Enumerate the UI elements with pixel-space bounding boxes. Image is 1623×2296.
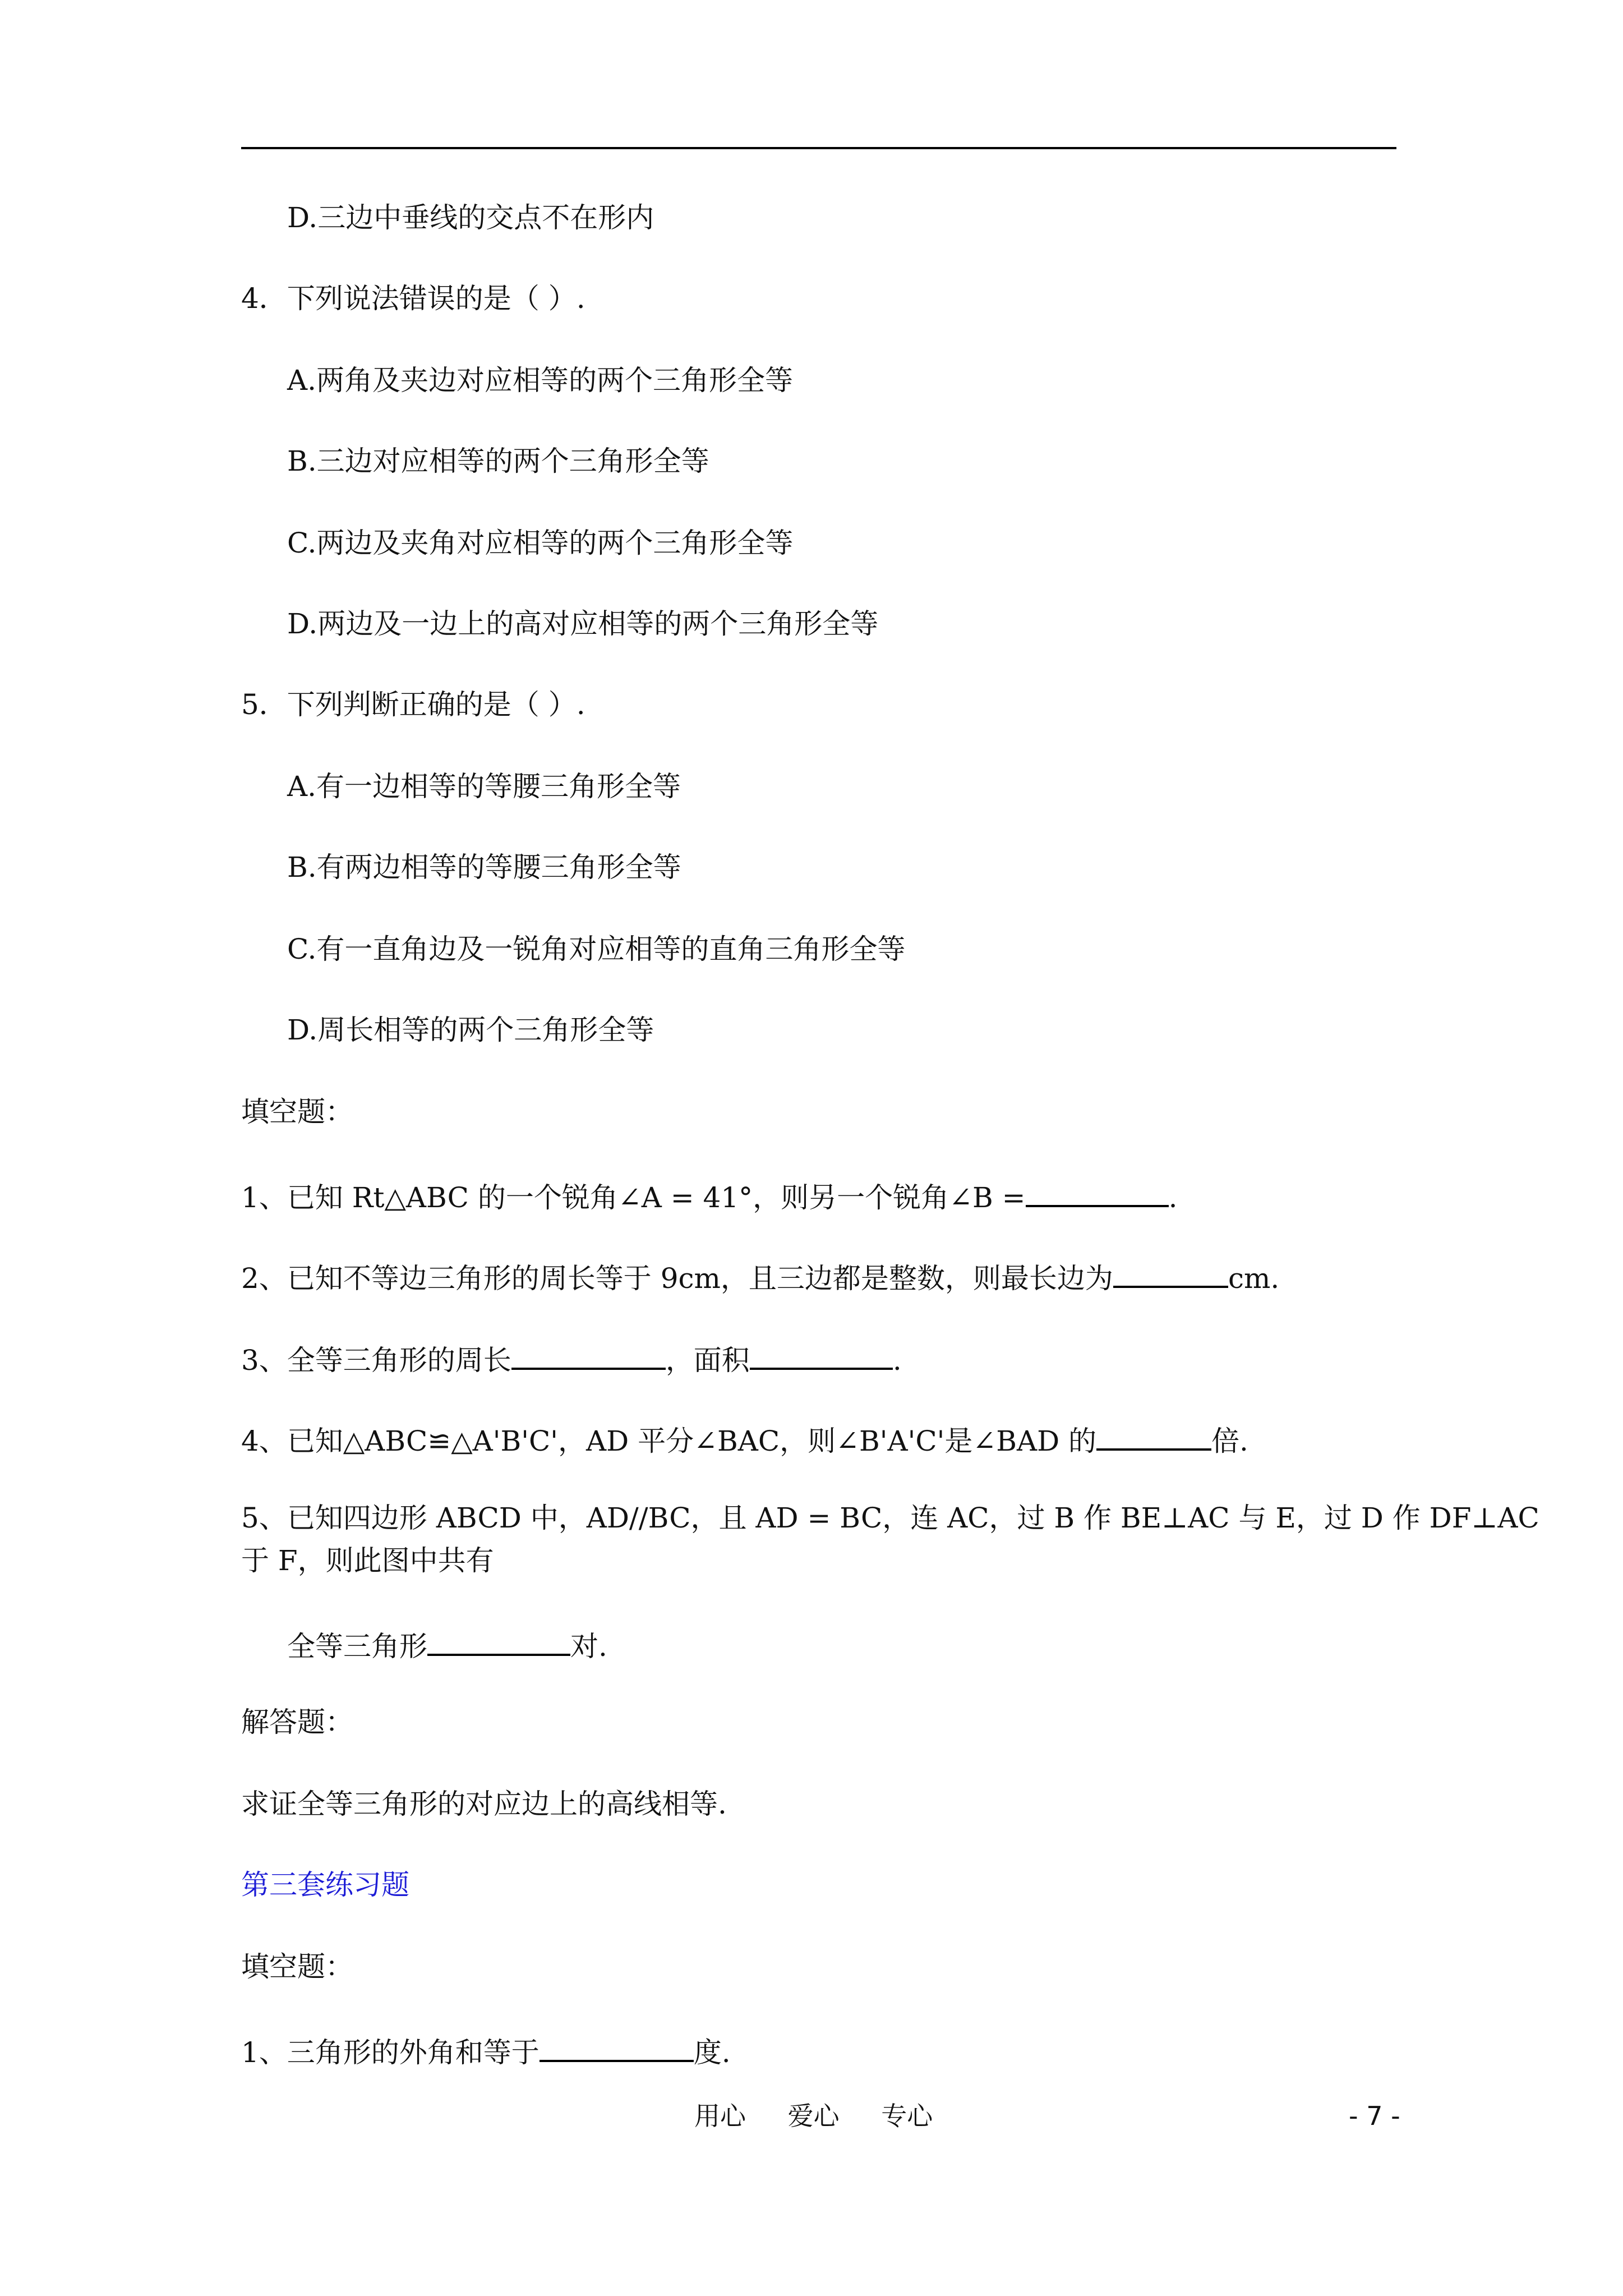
- answer-blank[interactable]: [1026, 1176, 1169, 1207]
- q5-option-c: C.有一直角边及一锐角对应相等的直角三角形全等: [287, 933, 906, 965]
- fill-in-heading: 填空题：: [241, 1096, 353, 1128]
- q4-stem: 4．下列说法错误的是（ ）.: [241, 282, 585, 315]
- fill-question-1-end: .: [1168, 1181, 1178, 1214]
- q4-option-c: C.两边及夹角对应相等的两个三角形全等: [287, 527, 794, 559]
- set-3-fill-question-1: [241, 2031, 731, 2069]
- fill-question-5-line-2: 于 F，则此图中共有: [241, 1544, 494, 1577]
- q4-option-d: D.两边及一边上的高对应相等的两个三角形全等: [287, 608, 879, 640]
- q5-option-b: B.有两边相等的等腰三角形全等: [287, 851, 681, 884]
- answer-blank[interactable]: [1096, 1419, 1211, 1451]
- set-3-fill-question-1-text: 1、三角形的外角和等于: [241, 2036, 540, 2069]
- answer-blank[interactable]: [1113, 1257, 1228, 1288]
- page-number: - 7 -: [1349, 2101, 1400, 2131]
- fill-question-3: [241, 1338, 902, 1377]
- set-3-heading-link[interactable]: 第三套练习题: [241, 1869, 409, 1901]
- fill-question-2-end: cm.: [1228, 1262, 1280, 1295]
- fill-question-3-text: 3、全等三角形的周长: [241, 1344, 511, 1377]
- answer-blank[interactable]: [750, 1338, 893, 1370]
- fill-question-5-line-3: [287, 1625, 607, 1663]
- q5-option-d: D.周长相等的两个三角形全等: [287, 1014, 654, 1046]
- q4-option-b: B.三边对应相等的两个三角形全等: [287, 445, 709, 477]
- q3-option-d: D.三边中垂线的交点不在形内: [287, 201, 654, 234]
- fill-question-5-text: 全等三角形: [287, 1630, 427, 1663]
- fill-question-1: [241, 1176, 1177, 1214]
- fill-question-4-text: 4、已知△ABC≌△A'B'C'，AD 平分∠BAC，则∠B'A'C'是∠BAD 的: [241, 1425, 1097, 1457]
- q5-option-a: A.有一边相等的等腰三角形全等: [287, 770, 681, 803]
- answer-blank[interactable]: [540, 2031, 694, 2062]
- fill-question-4: [241, 1419, 1248, 1458]
- fill-question-5-end: 对.: [570, 1630, 607, 1663]
- header-rule: [241, 147, 1396, 149]
- answer-blank[interactable]: [427, 1625, 570, 1656]
- fill-question-1-text: 1、已知 Rt△ABC 的一个锐角∠A = 41°，则另一个锐角∠B =: [241, 1181, 1026, 1214]
- footer-motto: 用心 爱心 专心: [694, 2101, 933, 2131]
- fill-question-3-end: .: [892, 1344, 902, 1377]
- fill-question-2: [241, 1257, 1279, 1295]
- fill-question-5-line-1: 5、已知四边形 ABCD 中，AD//BC，且 AD = BC，连 AC，过 B 作 BE⊥AC 与 E，过 D 作 DF⊥AC: [241, 1502, 1539, 1534]
- answer-blank[interactable]: [511, 1338, 666, 1370]
- fill-question-4-end: 倍.: [1211, 1425, 1248, 1457]
- fill-question-3-mid: ，面积: [665, 1344, 750, 1377]
- q4-option-a: A.两角及夹边对应相等的两个三角形全等: [287, 364, 794, 397]
- fill-in-heading-2: 填空题：: [241, 1950, 353, 1983]
- answer-heading: 解答题：: [241, 1706, 353, 1738]
- answer-question: 求证全等三角形的对应边上的高线相等.: [241, 1788, 727, 1820]
- q5-stem: 5．下列判断正确的是（ ）.: [241, 688, 585, 721]
- fill-question-2-text: 2、已知不等边三角形的周长等于 9cm，且三边都是整数，则最长边为: [241, 1262, 1113, 1295]
- set-3-fill-question-1-end: 度.: [693, 2036, 731, 2069]
